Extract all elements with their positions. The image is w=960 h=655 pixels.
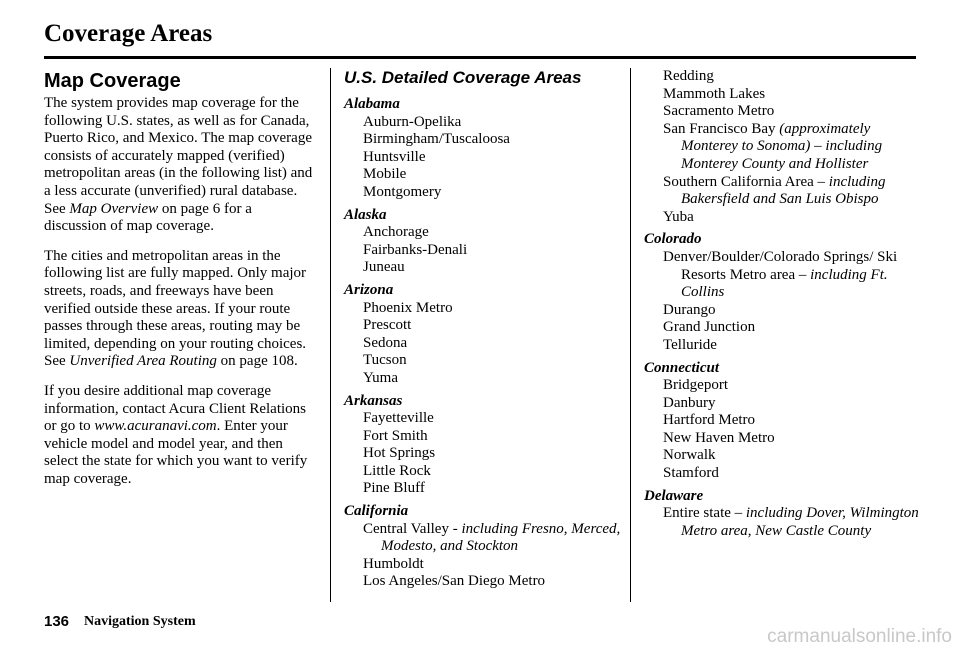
watermark: carmanualsonline.info bbox=[767, 626, 952, 647]
paragraph-2: The cities and metropolitan areas in the following list are fully mapped. Only major streets, roads, and freeways have been verified outside these areas. If your route passes through these areas, routing may be limited, depending on your routing choices. See Unverified Area Routing on page 108. bbox=[44, 247, 307, 370]
area-item: Danbury bbox=[663, 394, 716, 411]
paragraph-1: The system provides map coverage for the following U.S. states, as well as for Canada, Puerto Rico, and Mexico. The map coverage consists of accurately mapped (verified) metropolitan areas (in the following list) and a less accurate (unverified) rural database. See Map Overview on page 6 for a discussion of map coverage. bbox=[44, 95, 313, 235]
area-item: Huntsville bbox=[363, 148, 426, 165]
area-item: San Francisco Bay (approximately Monterey to Sonoma) – including Monterey County and Hollister bbox=[663, 120, 883, 172]
area-item: New Haven Metro bbox=[663, 429, 775, 446]
area-item: Durango bbox=[663, 301, 716, 318]
area-item: Phoenix Metro bbox=[363, 299, 453, 316]
state-group-arizona bbox=[344, 282, 624, 388]
paragraph-3: If you desire additional map coverage information, contact Acura Client Relations or go to www.acuranavi.com. Enter your vehicle model and model year, and then select the state for which you want to verify map coverage. bbox=[44, 382, 308, 487]
area-item: Auburn-Opelika bbox=[363, 113, 462, 130]
state-group-california bbox=[344, 503, 624, 591]
column-divider-2 bbox=[630, 68, 631, 602]
state-group-alaska bbox=[344, 207, 624, 277]
area-item: Prescott bbox=[363, 317, 412, 334]
state-group-alabama bbox=[344, 96, 624, 202]
area-item: Hot Springs bbox=[363, 445, 436, 462]
area-item: Mobile bbox=[363, 166, 407, 183]
area-item: Southern California Area – including Bakersfield and San Luis Obispo bbox=[663, 173, 886, 208]
state-name: Arizona bbox=[344, 281, 394, 298]
area-item: Humboldt bbox=[363, 555, 424, 572]
column-divider-1 bbox=[330, 68, 331, 602]
area-item: Grand Junction bbox=[663, 319, 756, 336]
area-item: Fairbanks-Denali bbox=[363, 241, 468, 258]
state-group-colorado bbox=[644, 231, 924, 354]
state-name: Colorado bbox=[644, 231, 702, 248]
area-item: Little Rock bbox=[363, 462, 431, 479]
detailed-coverage-heading: U.S. Detailed Coverage Areas bbox=[344, 68, 582, 87]
area-item: Pine Bluff bbox=[363, 480, 425, 497]
state-name: Connecticut bbox=[644, 359, 720, 376]
state-group-delaware bbox=[644, 488, 924, 541]
area-item: Tucson bbox=[363, 352, 407, 369]
area-item: Entire state – including Dover, Wilmington Metro area, New Castle County bbox=[663, 505, 919, 539]
area-item: Juneau bbox=[363, 259, 405, 276]
area-item: Fayetteville bbox=[363, 410, 434, 427]
area-item: Sacramento Metro bbox=[663, 103, 775, 120]
area-item: Redding bbox=[663, 68, 714, 84]
detailed-coverage-column bbox=[344, 68, 624, 596]
area-item: Yuba bbox=[663, 208, 694, 225]
area-item: Hartford Metro bbox=[663, 412, 756, 429]
footer-section-label: Navigation System bbox=[84, 614, 196, 629]
map-coverage-column bbox=[44, 68, 316, 500]
area-item: Norwalk bbox=[663, 447, 716, 464]
area-item: Bridgeport bbox=[663, 377, 728, 394]
area-item: Telluride bbox=[663, 336, 717, 353]
area-item: Fort Smith bbox=[363, 427, 428, 444]
area-item: Yuma bbox=[363, 369, 398, 386]
state-name: Arkansas bbox=[344, 392, 403, 409]
detailed-coverage-column-continued bbox=[644, 68, 924, 545]
area-item: Los Angeles/San Diego Metro bbox=[363, 573, 546, 590]
map-coverage-heading: Map Coverage bbox=[44, 70, 181, 92]
area-item: Denver/Boulder/Colorado Springs/ Ski Resorts Metro area – including Ft. Collins bbox=[663, 248, 898, 301]
state-name: California bbox=[344, 503, 409, 520]
area-item: Mammoth Lakes bbox=[663, 85, 766, 102]
area-item: Stamford bbox=[663, 465, 719, 482]
state-name: Alaska bbox=[344, 206, 387, 223]
area-item: Montgomery bbox=[363, 183, 442, 200]
unverified-routing-reference: Unverified Area Routing bbox=[69, 353, 217, 370]
map-overview-reference: Map Overview bbox=[69, 200, 159, 217]
area-item: Central Valley - including Fresno, Merced, Modesto, and Stockton bbox=[363, 520, 621, 555]
page-header-title: Coverage Areas bbox=[44, 20, 213, 47]
header-rule bbox=[44, 56, 916, 59]
state-name: Delaware bbox=[644, 487, 704, 504]
state-group-arkansas bbox=[344, 393, 624, 499]
area-item: Birmingham/Tuscaloosa bbox=[363, 131, 510, 148]
area-item: Sedona bbox=[363, 334, 408, 351]
acura-website-link[interactable]: www.acuranavi.com bbox=[94, 418, 217, 435]
state-group-connecticut bbox=[644, 360, 924, 483]
page-number: 136 bbox=[44, 613, 70, 630]
state-name: Alabama bbox=[344, 96, 400, 112]
area-item: Anchorage bbox=[363, 224, 429, 241]
state-group-california-continued bbox=[644, 68, 924, 226]
